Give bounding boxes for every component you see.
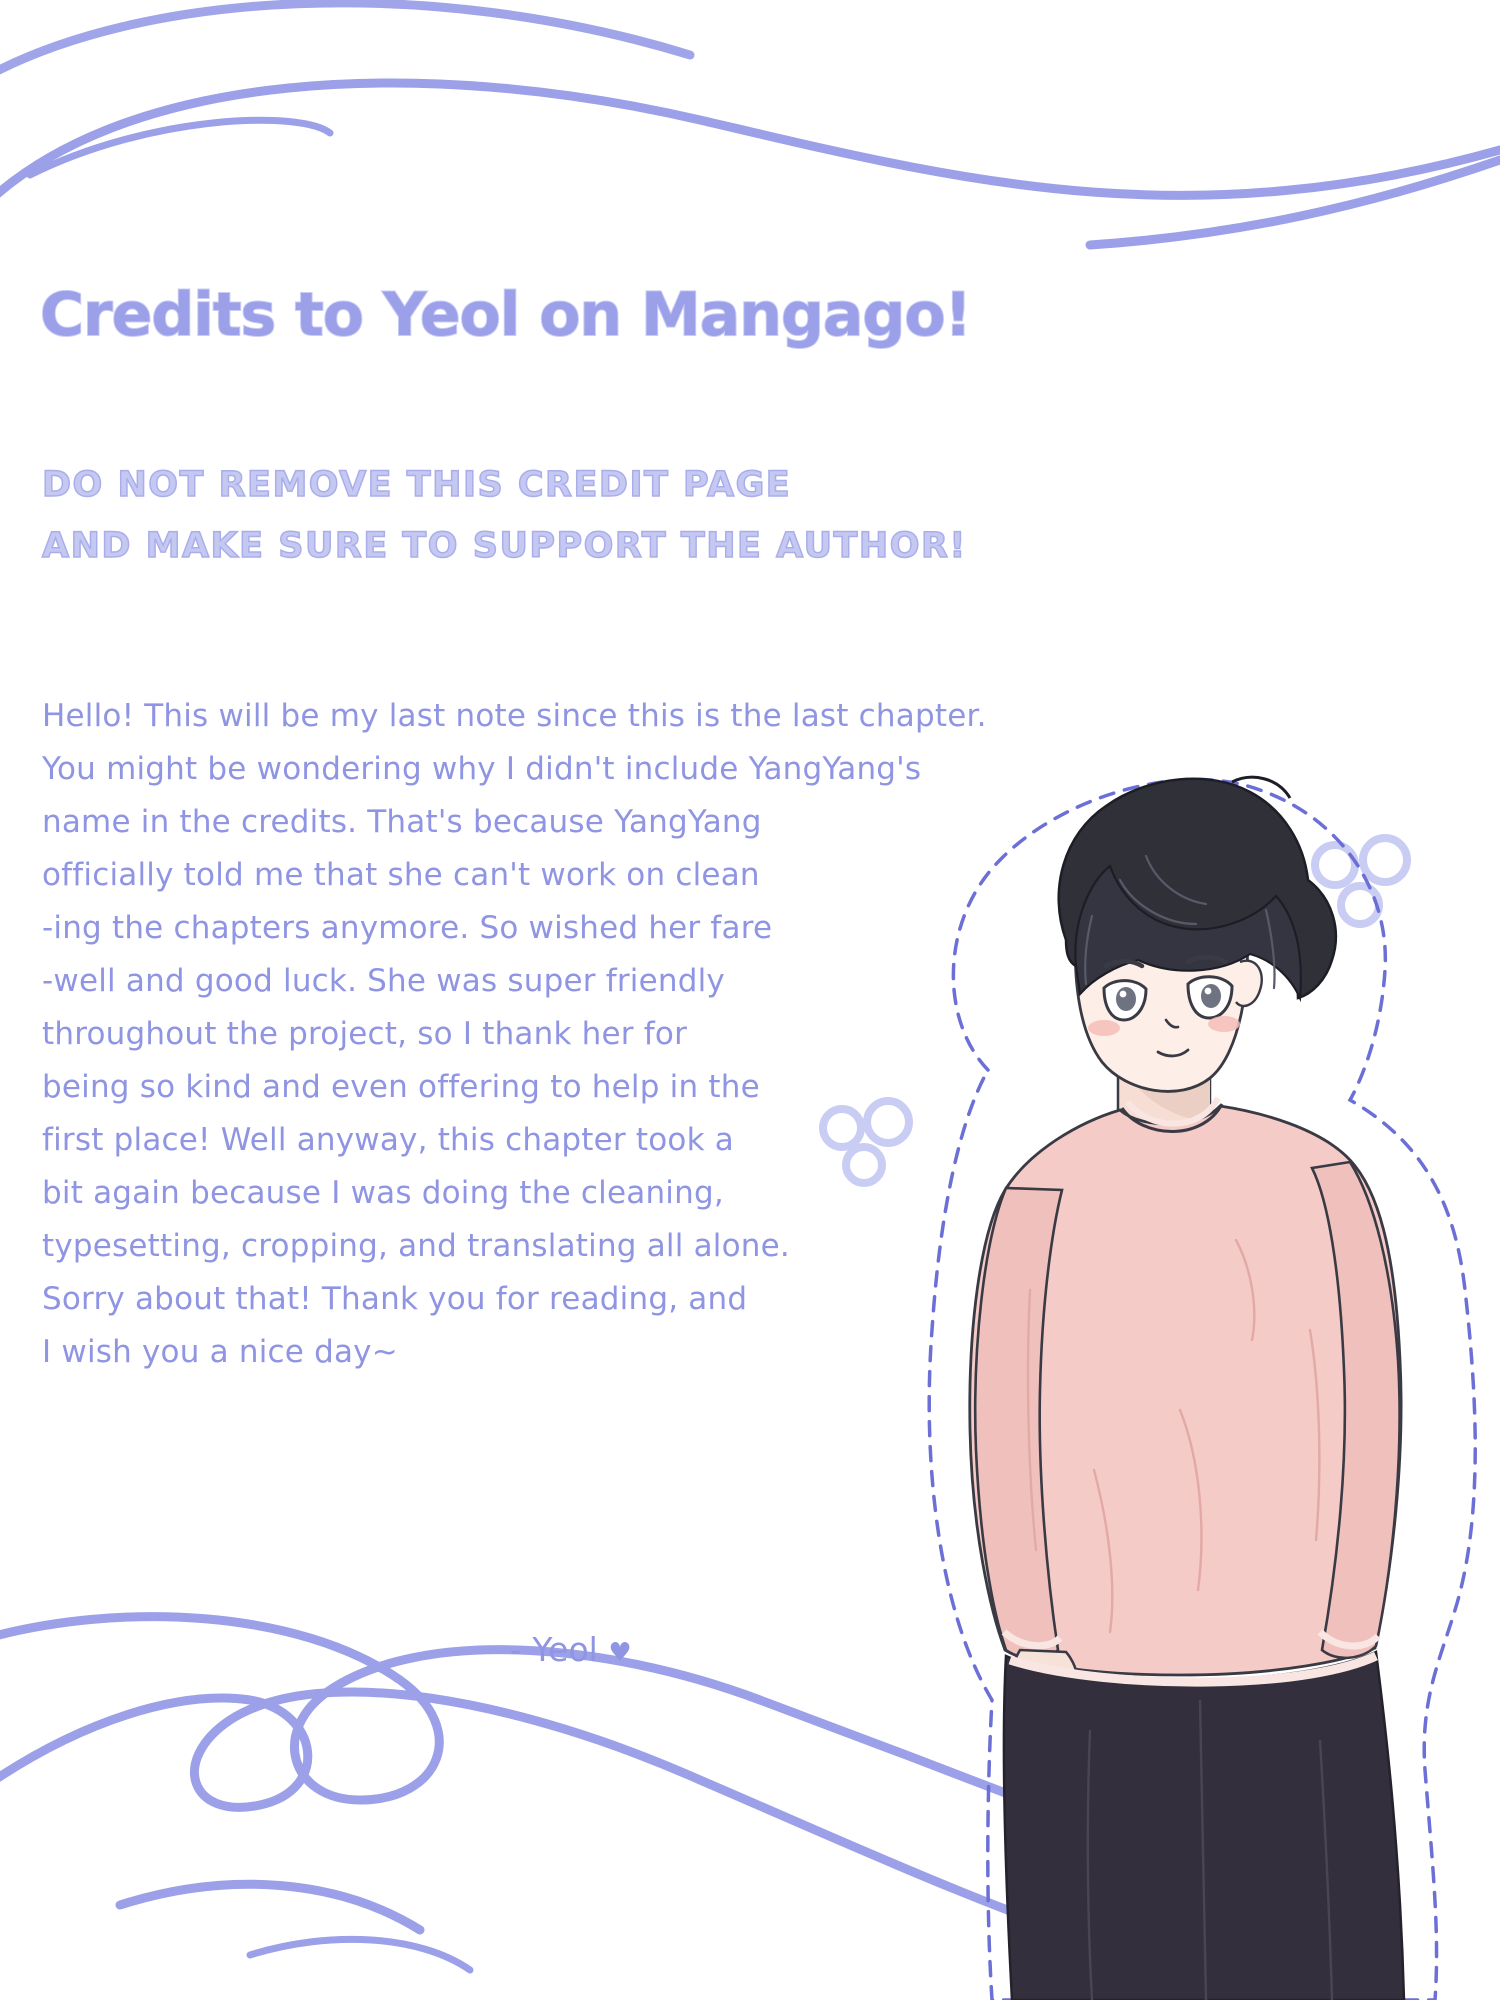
- note-line: first place! Well anyway, this chapter took a: [42, 1122, 734, 1158]
- credit-warning: [42, 455, 967, 578]
- signature: [510, 1630, 632, 1669]
- note-line: -ing the chapters anymore. So wished her fare: [42, 910, 773, 946]
- credit-warning-line-2: AND MAKE SURE TO SUPPORT THE AUTHOR!: [42, 526, 967, 567]
- note-line: Sorry about that! Thank you for reading, and: [42, 1281, 748, 1317]
- ear: [1236, 961, 1262, 1006]
- note-line: typesetting, cropping, and translating all alone.: [42, 1228, 790, 1264]
- note-line: Hello! This will be my last note since this is the last chapter.: [42, 698, 987, 734]
- note-line: You might be wondering why I didn't include YangYang's: [42, 751, 922, 787]
- note-line: I wish you a nice day~: [42, 1334, 398, 1370]
- page-title: Credits to Yeol on Mangago!: [40, 280, 971, 350]
- note-line: officially told me that she can't work on clean: [42, 857, 760, 893]
- character-illustration: [880, 770, 1500, 2000]
- signature-name: - Yeol: [510, 1630, 598, 1669]
- note-line: being so kind and even offering to help in the: [42, 1069, 760, 1105]
- ribbon-curve-top: [0, 3, 1500, 245]
- note-line: throughout the project, so I thank her for: [42, 1016, 688, 1052]
- translator-note: [42, 690, 987, 1379]
- note-line: bit again because I was doing the cleaning,: [42, 1175, 724, 1211]
- note-line: -well and good luck. She was super friendly: [42, 963, 725, 999]
- heart-icon: ♥: [608, 1638, 632, 1668]
- credit-warning-line-1: DO NOT REMOVE THIS CREDIT PAGE: [42, 465, 792, 505]
- note-line: name in the credits. That's because YangYang: [42, 804, 762, 840]
